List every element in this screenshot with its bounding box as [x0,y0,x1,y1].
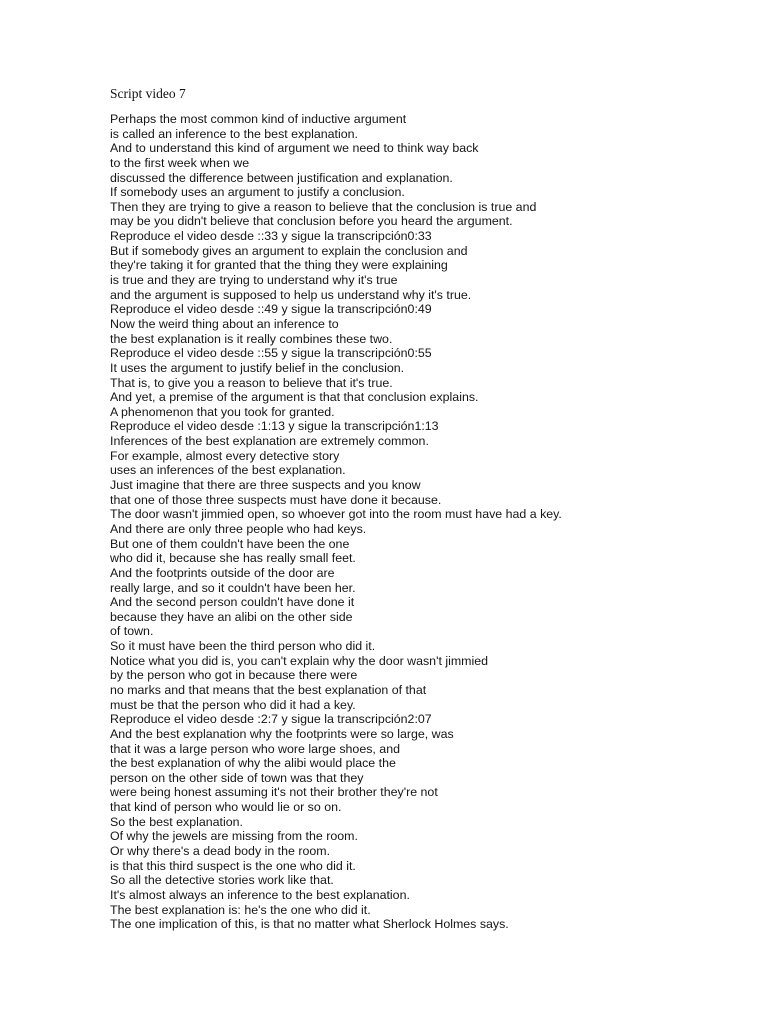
transcript-line: no marks and that means that the best explanation of that [110,682,427,697]
transcript-line: really large, and so it couldn't have been her. [110,580,356,595]
transcript-line: and the argument is supposed to help us understand why it's true. [110,287,472,302]
transcript-line: they're taking it for granted that the thing they were explaining [110,258,448,273]
transcript-line: And there are only three people who had keys. [110,521,367,536]
transcript-line: person on the other side of town was that they [110,770,364,785]
transcript-body [110,112,750,932]
transcript-line: And the best explanation why the footprints were so large, was [110,726,454,741]
transcript-line: were being honest assuming it's not their brother they're not [110,785,438,800]
transcript-line: the best explanation of why the alibi would place the [110,756,396,771]
transcript-line: If somebody uses an argument to justify a conclusion. [110,185,405,200]
transcript-line: And to understand this kind of argument we need to think way back [110,141,479,156]
transcript-line: that one of those three suspects must have done it because. [110,492,442,507]
transcript-line: For example, almost every detective story [110,448,340,463]
transcript-line: That is, to give you a reason to believe that it's true. [110,375,393,390]
transcript-line: the best explanation is it really combines these two. [110,331,393,346]
transcript-line: Or why there's a dead body in the room. [110,844,331,859]
transcript-line: Inferences of the best explanation are extremely common. [110,434,429,449]
transcript-line: And the footprints outside of the door are [110,565,335,580]
transcript-line: The one implication of this, is that no matter what Sherlock Holmes says. [110,917,509,932]
transcript-line: And the second person couldn't have done it [110,595,355,610]
transcript-line: But if somebody gives an argument to explain the conclusion and [110,243,468,258]
transcript-line: Perhaps the most common kind of inductive argument [110,112,407,126]
transcript-line: Then they are trying to give a reason to believe that the conclusion is true and [110,199,537,214]
transcript-line: Reproduce el video desde ::49 y sigue la transcripción0:49 [110,302,432,317]
transcript-line: must be that the person who did it had a key. [110,697,356,712]
transcript-line: Reproduce el video desde ::33 y sigue la transcripción0:33 [110,229,432,244]
transcript-line: by the person who got in because there were [110,668,358,683]
document-title: Script video 7 [110,86,186,101]
transcript-line: that kind of person who would lie or so on. [110,800,342,815]
transcript-line: who did it, because she has really small feet. [110,551,356,566]
transcript-line: A phenomenon that you took for granted. [110,404,335,419]
transcript-line: discussed the difference between justification and explanation. [110,170,453,185]
transcript-line: to the first week when we [110,155,250,170]
transcript-line: is called an inference to the best explanation. [110,126,358,141]
transcript-line: Just imagine that there are three suspects and you know [110,478,421,493]
transcript-line: Notice what you did is, you can't explain why the door wasn't jimmied [110,653,489,668]
transcript-line: So all the detective stories work like that. [110,873,334,888]
transcript-line: because they have an alibi on the other side [110,609,353,624]
transcript-line: may be you didn't believe that conclusion before you heard the argument. [110,214,513,229]
transcript-line: is that this third suspect is the one who did it. [110,858,356,873]
transcript-line: of town. [110,624,154,639]
transcript-line: is true and they are trying to understand why it's true [110,273,398,288]
transcript-line: that it was a large person who wore large shoes, and [110,741,400,756]
transcript-line: Now the weird thing about an inference to [110,316,339,331]
transcript-line: So it must have been the third person who did it. [110,639,376,654]
transcript-line: uses an inferences of the best explanation. [110,463,346,478]
transcript-line: Reproduce el video desde :1:13 y sigue la transcripción1:13 [110,419,439,434]
transcript-line: The best explanation is: he's the one who did it. [110,902,371,917]
transcript-line: It's almost always an inference to the best explanation. [110,887,410,902]
transcript-line: It uses the argument to justify belief in the conclusion. [110,360,405,375]
transcript-line: Reproduce el video desde ::55 y sigue la transcripción0:55 [110,346,432,361]
transcript-line: And yet, a premise of the argument is that that conclusion explains. [110,390,479,405]
transcript-line: Reproduce el video desde :2:7 y sigue la transcripción2:07 [110,712,432,727]
transcript-line: The door wasn't jimmied open, so whoever got into the room must have had a key. [110,507,562,522]
transcript-line: So the best explanation. [110,814,243,829]
transcript-line: Of why the jewels are missing from the room. [110,829,358,844]
transcript-line: But one of them couldn't have been the one [110,536,350,551]
